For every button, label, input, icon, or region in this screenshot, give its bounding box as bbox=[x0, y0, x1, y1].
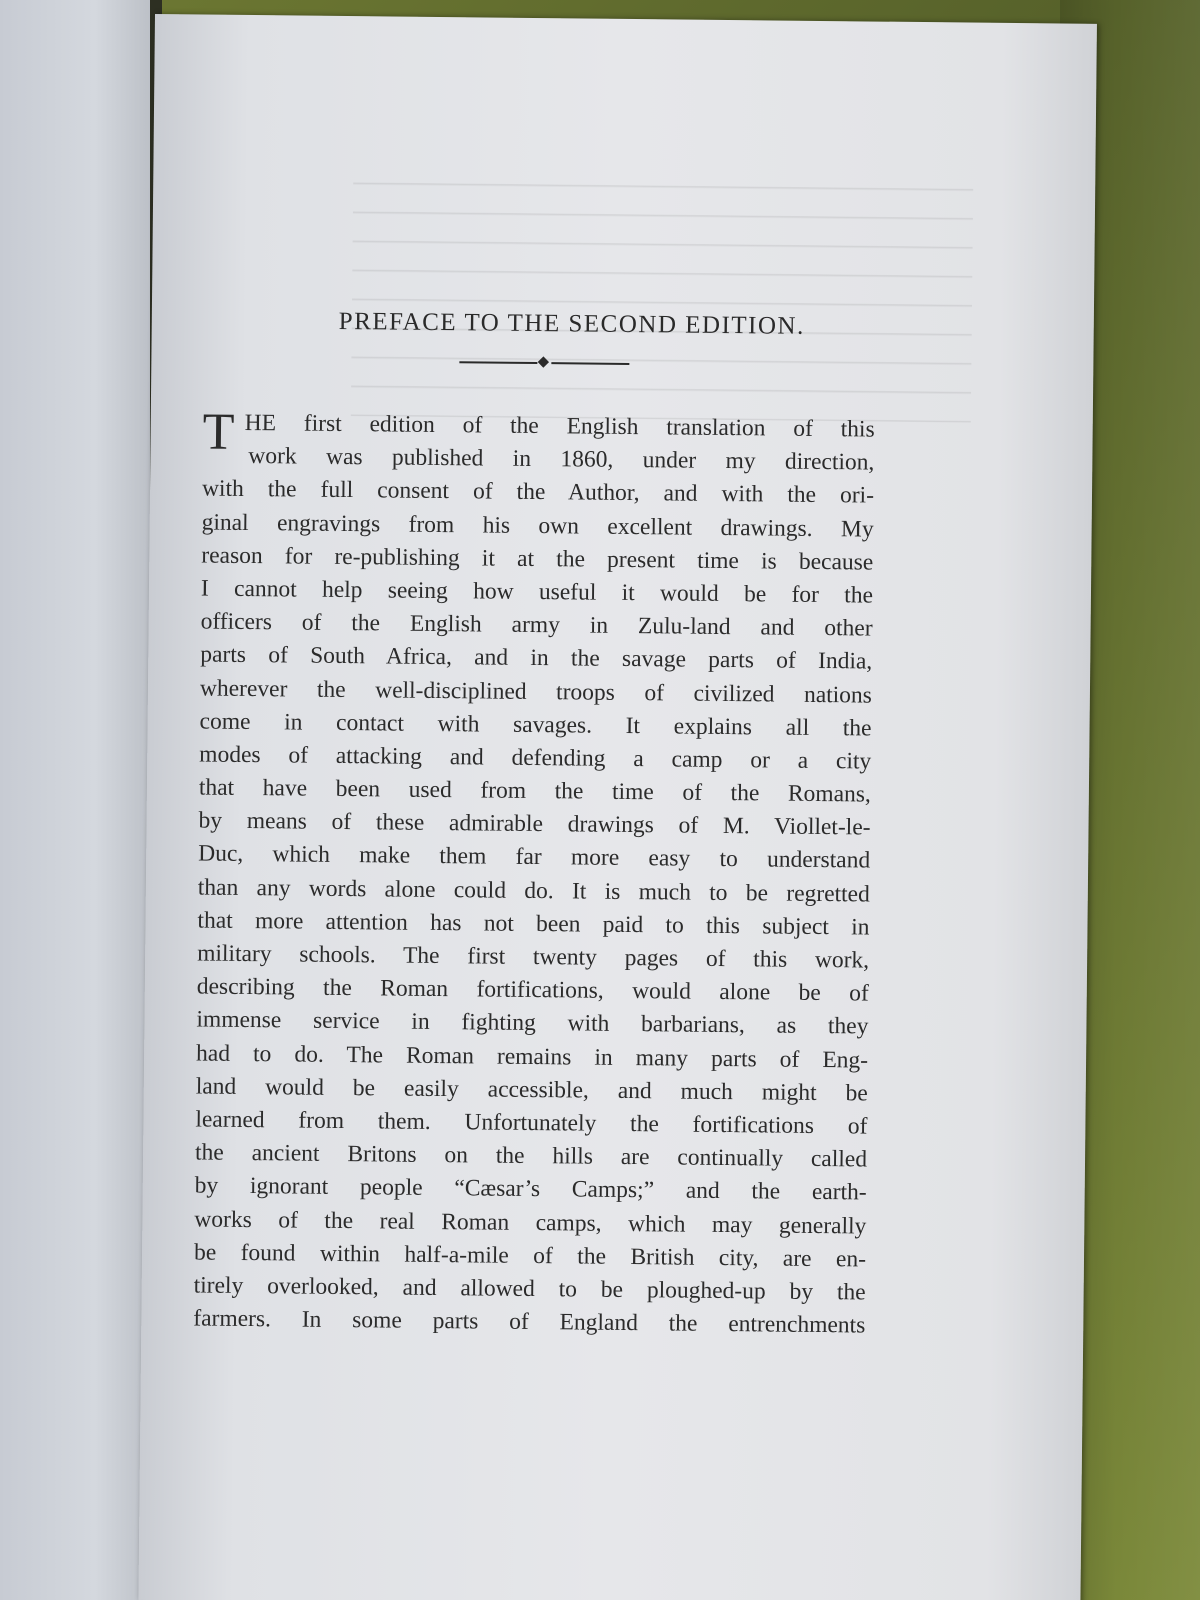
text-line: that more attention has not been paid to this subject in bbox=[197, 907, 870, 941]
text-line: learned from them. Unfortunately the fortifications of bbox=[195, 1106, 868, 1140]
ornament-divider-icon bbox=[459, 357, 629, 369]
text-line: describing the Roman fortifications, would alone be of bbox=[196, 973, 869, 1007]
text-line: reason for re-publishing it at the present time is because bbox=[201, 542, 874, 576]
text-line: by means of these admirable drawings of M. Viollet-le- bbox=[198, 807, 871, 841]
preface-body bbox=[193, 403, 875, 1343]
text-line: I cannot help seeing how useful it would be for the bbox=[200, 575, 874, 609]
text-line: wherever the well-disciplined troops of civilized nations bbox=[199, 675, 873, 709]
text-line: land would be easily accessible, and much might be bbox=[195, 1073, 868, 1107]
text-line: ginal engravings from his own excellent drawings. My bbox=[201, 509, 874, 543]
text-line: parts of South Africa, and in the savage parts of India, bbox=[200, 641, 873, 675]
text-line: come in contact with savages. It explains all the bbox=[199, 708, 872, 742]
text-line: HE first edition of the English translation of this bbox=[244, 409, 875, 443]
drop-cap: T bbox=[202, 403, 235, 461]
book-page bbox=[138, 14, 1097, 1600]
text-line: Duc, which make them far more easy to understand bbox=[198, 840, 871, 874]
text-line: by ignorant people “Cæsar’s Camps;” and the earth- bbox=[194, 1172, 867, 1206]
text-line: that have been used from the time of the Romans, bbox=[198, 774, 872, 808]
text-line: military schools. The first twenty pages of this work, bbox=[197, 940, 870, 974]
text-line: than any words alone could do. It is much to be regretted bbox=[197, 874, 870, 908]
text-line: farmers. In some parts of England the entrenchments bbox=[193, 1305, 866, 1339]
facing-page bbox=[0, 0, 160, 1600]
text-line: with the full consent of the Author, and with the ori- bbox=[201, 475, 875, 509]
text-line: works of the real Roman camps, which may generally bbox=[194, 1205, 867, 1240]
text-line: immense service in fighting with barbarians, as they bbox=[196, 1006, 869, 1040]
text-line: had to do. The Roman remains in many parts of Eng- bbox=[195, 1040, 869, 1074]
text-line: modes of attacking and defending a camp or a city bbox=[199, 741, 872, 775]
preface-title: PREFACE TO THE SECOND EDITION. bbox=[338, 307, 805, 340]
text-line: be found within half-a-mile of the British city, are en- bbox=[193, 1239, 867, 1273]
show-through-text bbox=[351, 156, 974, 422]
text-line: tirely overlooked, and allowed to be ploughed-up by the bbox=[193, 1272, 866, 1306]
text-line: officers of the English army in Zulu-land and other bbox=[200, 608, 873, 642]
text-line: the ancient Britons on the hills are continually called bbox=[194, 1139, 868, 1173]
text-line: work was published in 1860, under my direction, bbox=[248, 443, 875, 476]
